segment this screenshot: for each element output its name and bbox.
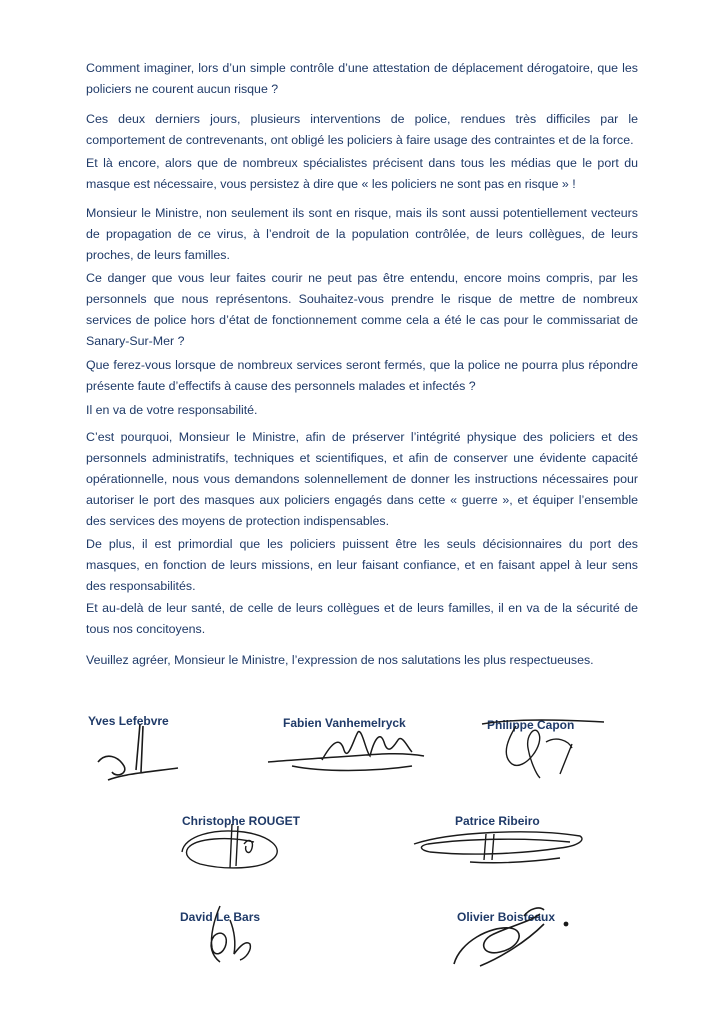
signatory-name: Christophe ROUGET: [182, 814, 301, 828]
paragraph-9: De plus, il est primordial que les policiers puissent être les seuls décisionnaires du port des masques, en fonction de leurs missions, en leur faisant confiance, et en faisant appel à leur sens des responsabilités.: [86, 537, 638, 593]
handwritten-signature: [410, 820, 590, 870]
paragraph-10: Et au-delà de leur santé, de celle de leurs collègues et de leurs familles, il en va de la sécurité de tous nos concitoyens.: [86, 601, 638, 636]
signatory-name: Olivier Boisteaux: [457, 910, 556, 924]
handwritten-signature: [262, 722, 432, 776]
handwritten-signature: [174, 818, 294, 876]
handwritten-signature: [190, 900, 270, 970]
signatory-name: Yves Lefebvre: [88, 714, 169, 728]
paragraph-4: Monsieur le Ministre, non seulement ils sont en risque, mais ils sont aussi potentiellement vecteurs de propagation de ce virus, à l’endroit de la population contrôlée, de leurs collègues, de leurs proches, de leurs familles.: [86, 206, 638, 262]
handwritten-signature: [88, 722, 198, 788]
signatory-name: David Le Bars: [180, 910, 261, 924]
paragraph-6: Que ferez-vous lorsque de nombreux services seront fermés, que la police ne pourra plus répondre présente faute d’effectifs à cause des personnels malades et infectés ?: [86, 358, 638, 393]
signatory-name: Patrice Ribeiro: [455, 814, 540, 828]
paragraph-11: Veuillez agréer, Monsieur le Ministre, l’expression de nos salutations les plus respectueuses.: [86, 653, 594, 667]
paragraph-1: Comment imaginer, lors d’un simple contrôle d’une attestation de déplacement dérogatoire, que les policiers ne courent aucun risque ?: [86, 61, 638, 96]
paragraph-3: Et là encore, alors que de nombreux spécialistes précisent dans tous les médias que le port du masque est nécessaire, vous persistez à dire que « les policiers ne sont pas en risque » !: [86, 156, 638, 191]
handwritten-signature: [476, 714, 616, 784]
paragraph-5: Ce danger que vous leur faites courir ne peut pas être entendu, encore moins compris, par les personnels que nous représentons. Souhaitez-vous prendre le risque de mettre de nombreux services de police hors d’état de fonctionnement comme cela a été le cas pour le commissariat de Sanary-Sur-Mer ?: [86, 271, 638, 348]
paragraph-8: C’est pourquoi, Monsieur le Ministre, afin de préserver l’intégrité physique des policiers et des personnels administratifs, techniques et scientifiques, et afin de conserver une évidente capacité opérationnelle, nous vous demandons solennellement de donner les instructions nécessaires pour autoriser le port des masques aux policiers engagés dans cette « guerre », et équiper l’ensemble des services des moyens de protection indispensables.: [86, 430, 638, 528]
signatory-name: Philippe Capon: [487, 718, 575, 732]
paragraph-7: Il en va de votre responsabilité.: [86, 403, 258, 417]
handwritten-signature: [440, 898, 580, 974]
paragraph-2: Ces deux derniers jours, plusieurs interventions de police, rendues très difficiles par le comportement de contrevenants, ont obligé les policiers à faire usage des contraintes et de la force.: [86, 112, 638, 147]
signatory-name: Fabien Vanhemelryck: [283, 716, 406, 730]
